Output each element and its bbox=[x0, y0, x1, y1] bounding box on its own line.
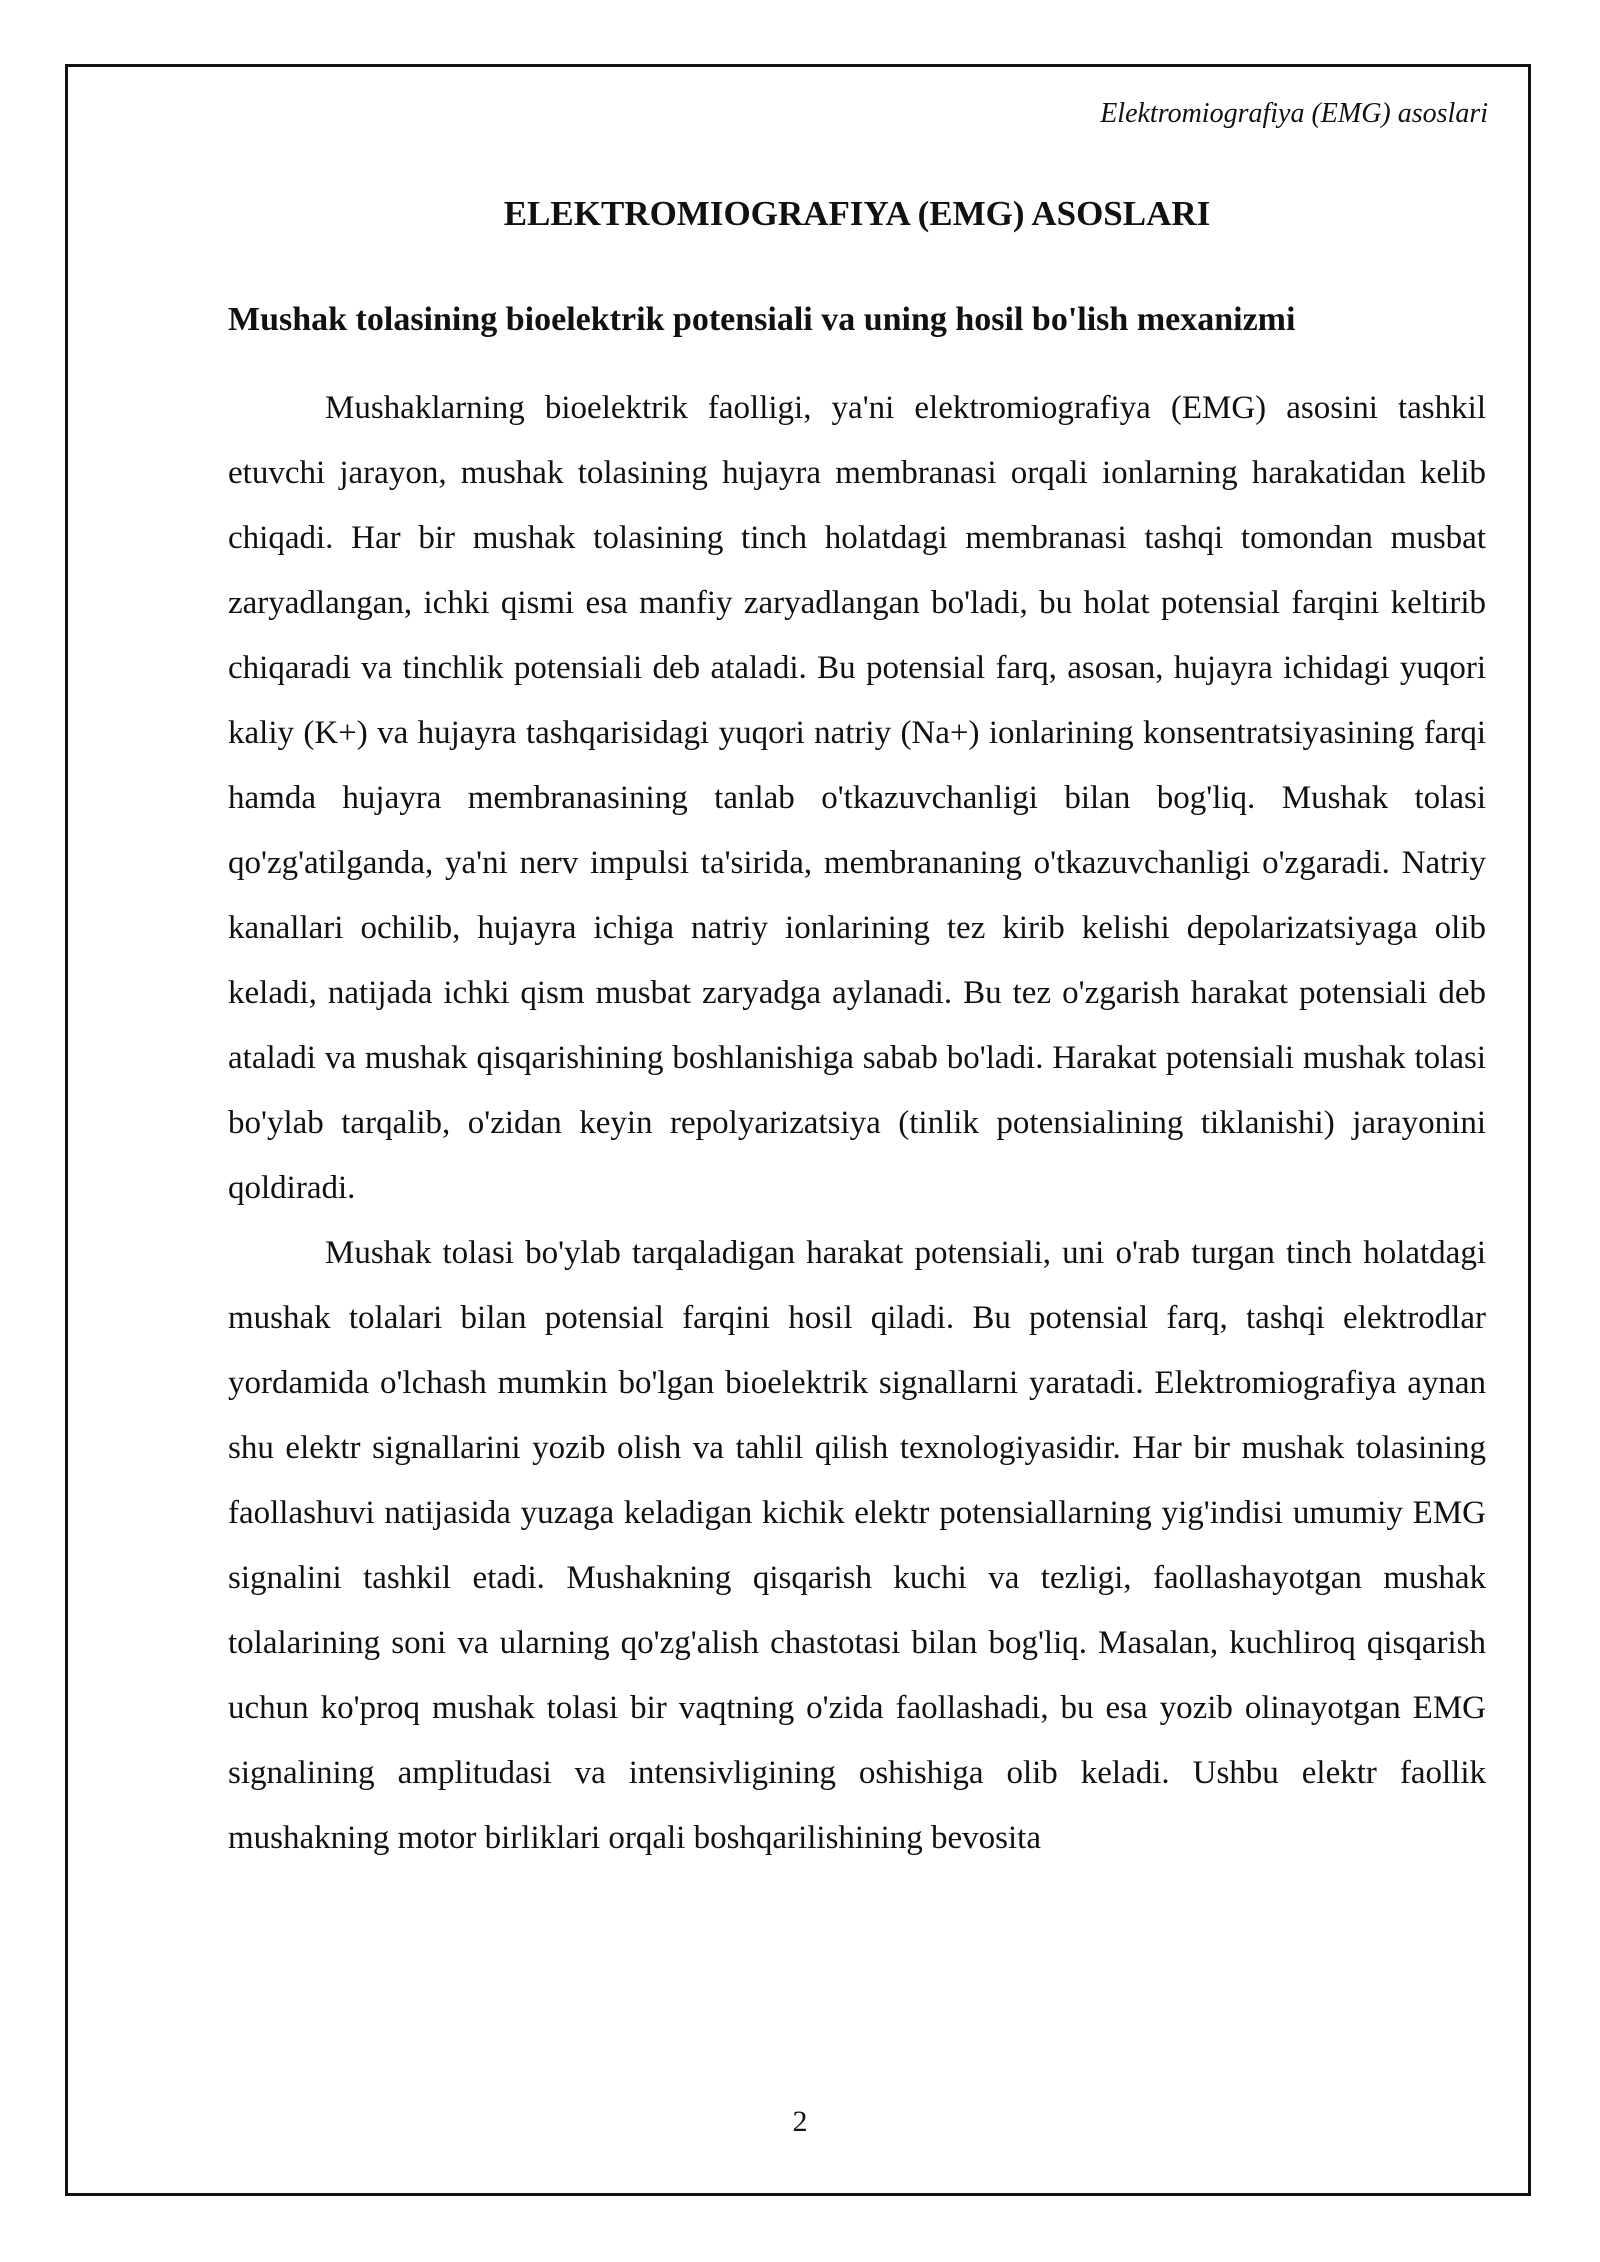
paragraph: Mushak tolasi bo'ylab tarqaladigan harakat potensiali, uni o'rab turgan tinch holatdagi mushak tolalari bilan potensial farqini hosil qiladi. Bu potensial farq, tashqi elektrodlar yordamida o'lchash mumkin bo'lgan bioelektrik signallarni yaratadi. Elektromiografiya aynan shu elektr signallarini yozib olish va tahlil qilish texnologiyasidir. Har bir mushak tolasining faollashuvi natijasida yuzaga keladigan kichik elektr potensiallarning yig'indisi umumiy EMG signalini tashkil etadi. Mushakning qisqarish kuchi va tezligi, faollashayotgan mushak tolalarining soni va ularning qo'zg'alish chastotasi bilan bog'liq. Masalan, kuchliroq qisqarish uchun ko'proq mushak tolasi bir vaqtning o'zida faollashadi, bu esa yozib olinayotgan EMG signalining amplitudasi va intensivligining oshishiga olib keladi. Ushbu elektr faollik mushakning motor birliklari orqali boshqarilishining bevosita bbox=[228, 1235, 1486, 1856]
paragraph: Mushaklarning bioelektrik faolligi, ya'ni elektromiografiya (EMG) asosini tashkil etuvchi jarayon, mushak tolasining hujayra membranasi orqali ionlarning harakatidan kelib chiqadi. Har bir mushak tolasining tinch holatdagi membranasi tashqi tomondan musbat zaryadlangan, ichki qismi esa manfiy zaryadlangan bo'ladi, bu holat potensial farqini keltirib chiqaradi va tinchlik potensiali deb ataladi. Bu potensial farq, asosan, hujayra ichidagi yuqori kaliy (K+) va hujayra tashqarisidagi yuqori natriy (Na+) ionlarining konsentratsiyasining farqi hamda hujayra membranasining tanlab o'tkazuvchanligi bilan bog'liq. Mushak tolasi qo'zg'atilganda, ya'ni nerv impulsi ta'sirida, membrananing o'tkazuvchanligi o'zgaradi. Natriy kanallari ochilib, hujayra ichiga natriy ionlarining tez kirib kelishi depolarizatsiyaga olib keladi, natijada ichki qism musbat zaryadga aylanadi. Bu tez o'zgarish harakat potensiali deb ataladi va mushak qisqarishining boshlanishiga sabab bo'ladi. Harakat potensiali mushak tolasi bo'ylab tarqalib, o'zidan keyin repolyarizatsiya (tinlik potensialining tiklanishi) jarayonini qoldiradi. bbox=[228, 390, 1486, 1206]
document-title: ELEKTROMIOGRAFIYA (EMG) ASOSLARI bbox=[503, 194, 1211, 233]
running-header: Elektromiografiya (EMG) asoslari bbox=[1100, 98, 1488, 129]
body-text bbox=[228, 376, 1486, 1871]
page-number: 2 bbox=[792, 2105, 808, 2138]
section-heading: Mushak tolasining bioelektrik potensiali va uning hosil bo'lish mexanizmi bbox=[228, 301, 1296, 338]
